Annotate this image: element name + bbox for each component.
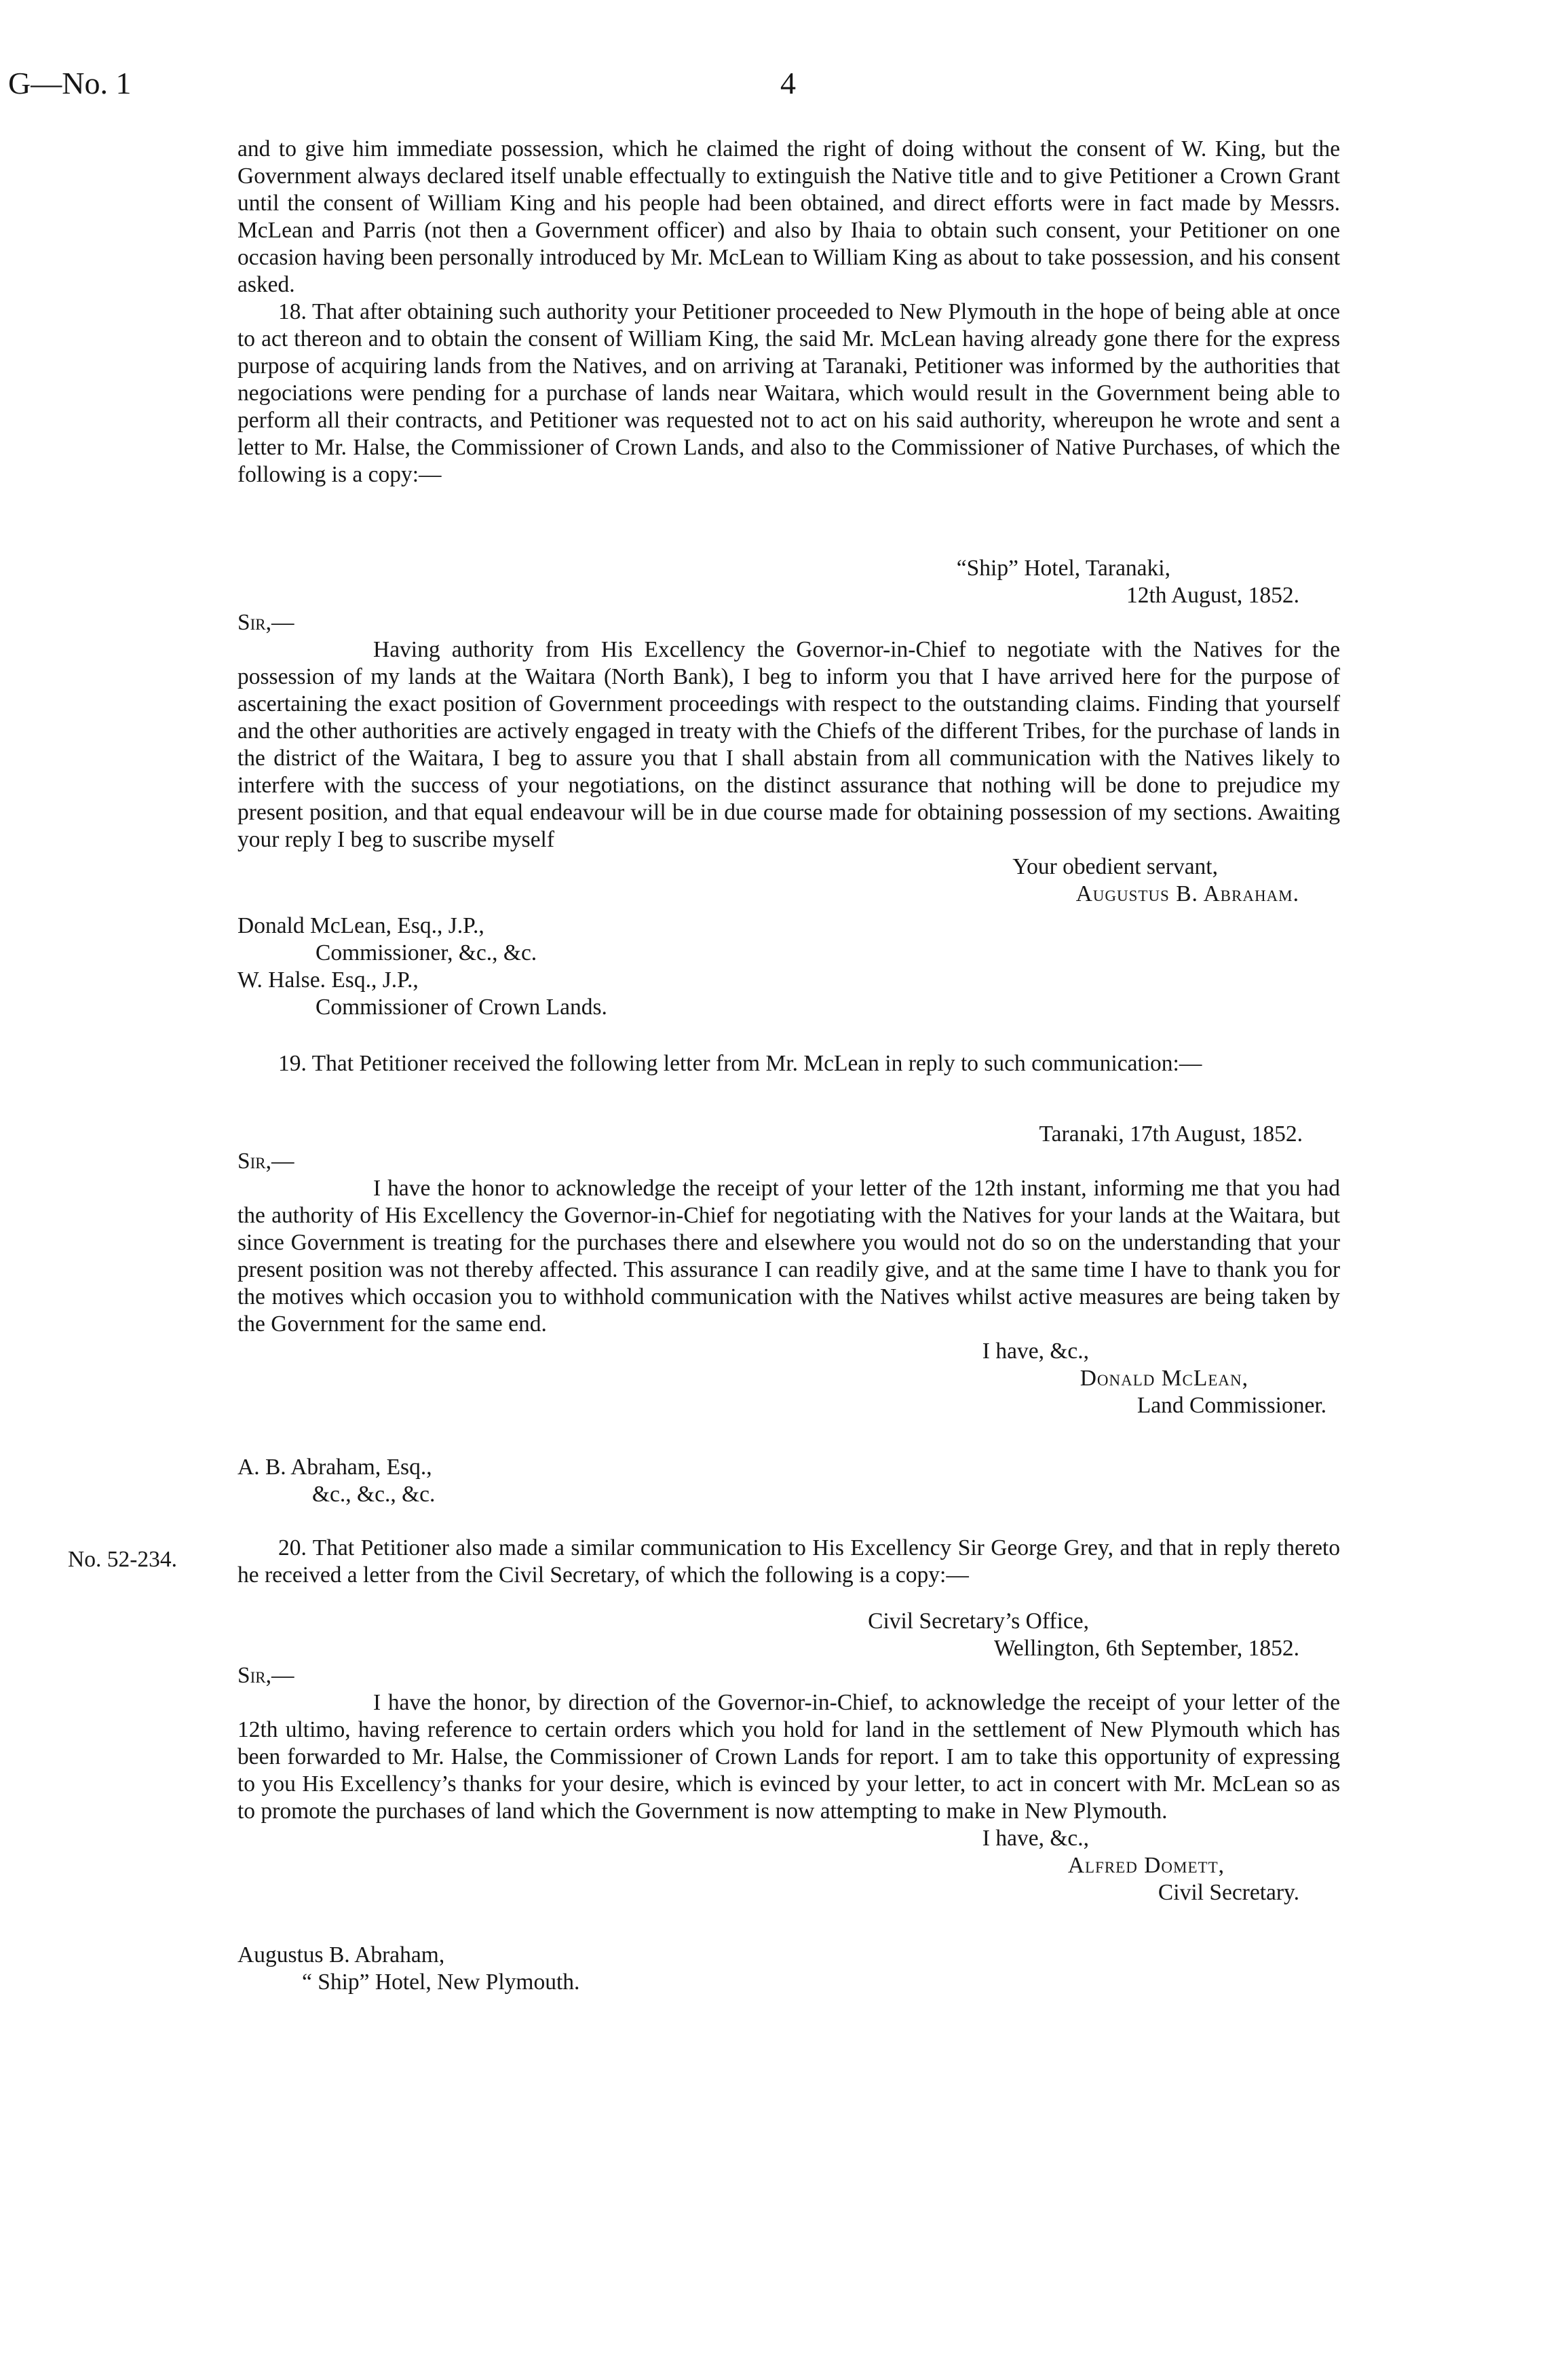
letter-3-signature-title: Civil Secretary. [1158,1880,1299,1905]
margin-note: No. 52-234. [68,1547,177,1572]
letter-2-body: I have the honor to acknowledge the receipt of your letter of the 12th instant, informing me that you had the authority of His Excellency the Governor-in-Chief for negotiating with the Natives for your lands at the Waitara, but since Government is treating for the purchases there and elsewhere you would not do so on the understanding that your present position was not thereby affected. This assurance I can readily give, and at the same time I have to thank you for the motives which occasion you to withhold communication with the Natives whilst active measures are being taken by the Government for the same end. [237,1176,1340,1337]
letter-1-signature: Augustus B. Abraham. [1075,881,1299,906]
paragraph-19: 19. That Petitioner received the following letter from Mr. McLean in reply to such communication:— [278,1051,1202,1076]
addressee-abraham: A. B. Abraham, Esq., [237,1455,432,1480]
page-number: 4 [780,66,796,100]
document-reference: G—No. 1 [8,66,132,100]
addressee-abraham-2-address: “ Ship” Hotel, New Plymouth. [302,1970,580,1995]
letter-2-signature-title: Land Commissioner. [1137,1393,1326,1418]
paragraph-block-19 [237,1050,1340,1077]
letter-1-date: 12th August, 1852. [1126,583,1299,608]
letter-2 [237,1121,1340,1419]
addressee-halse: W. Halse. Esq., J.P., [237,967,419,993]
letter-1-addressees [237,913,1340,1021]
letter-3 [237,1608,1340,1906]
letter-3-salutation: Sir,— [237,1663,294,1688]
addressee-mclean: Donald McLean, Esq., J.P., [237,913,484,938]
letter-3-body: I have the honor, by direction of the Governor-in-Chief, to acknowledge the receipt of your letter of the 12th ultimo, having reference to certain orders which you hold for land in the settlement of New Plymouth which has been forwarded to Mr. Halse, the Commissioner of Crown Lands for report. I am to take this opportunity of expressing to you His Excellency’s thanks for your desire, which is evinced by your letter, to act in concert with Mr. McLean so as to promote the purchases of land which the Government is now attempting to make in New Plymouth. [237,1690,1340,1824]
letter-1-body: Having authority from His Excellency the Governor-in-Chief to negotiate with the Natives for the possession of my lands at the Waitara (North Bank), I beg to inform you that I have arrived here for the purpose of ascertaining the exact position of Government proceedings with respect to the outstanding claims. Finding that yourself and the other authorities are actively engaged in treaty with the Chiefs of the different Tribes, for the purchase of lands in the district of the Waitara, I beg to assure you that I shall abstain from all communication with the Natives likely to interfere with the success of your negotiations, on the distinct assurance that nothing will be done to prejudice my present position, and that equal endeavour will be in due course made for obtaining possession of my sections. Awaiting your reply I beg to suscribe myself [237,637,1340,852]
letter-3-date: Wellington, 6th September, 1852. [993,1636,1299,1661]
addressee-abraham-title: &c., &c., &c. [312,1482,436,1507]
letter-1 [237,555,1340,908]
paragraph-block-20 [237,1535,1340,1589]
paragraph-17-continued: and to give him immediate possession, which he claimed the right of doing without the consent of W. King, but the Government always declared itself unable effectually to extinguish the Native title and to give Petitioner a Crown Grant until the consent of William King and his people had been obtained, and direct efforts were in fact made by Messrs. McLean and Parris (not then a Government officer) and also by Ihaia to obtain such consent, your Petitioner on one occasion having been personally introduced by Mr. McLean to William King as about to take possession, and his consent asked. [237,136,1340,297]
paragraph-20: 20. That Petitioner also made a similar communication to His Excellency Sir George Grey, and that in reply thereto he received a letter from the Civil Secretary, of which the following is a copy:— [237,1535,1340,1588]
letter-3-signature: Alfred Domett, [1067,1853,1225,1878]
paragraph-18: 18. That after obtaining such authority your Petitioner proceeded to New Plymouth in the hope of being able at once to act thereon and to obtain the consent of William King, the said Mr. McLean having already gone there for the express purpose of acquiring lands from the Natives, and on arriving at Taranaki, Petitioner was informed by the authorities that negociations were pending for a purchase of lands near Waitara, which would result in the Government being able to perform all their contracts, and Petitioner was requested not to act on his said authority, whereupon he wrote and sent a letter to Mr. Halse, the Commissioner of Crown Lands, and also to the Commissioner of Native Purchases, of which the following is a copy:— [237,299,1340,487]
letter-2-salutation: Sir,— [237,1149,294,1174]
letter-3-closing: I have, &c., [982,1826,1089,1851]
letter-3-addressee [237,1942,1340,1996]
addressee-mclean-title: Commissioner, &c., &c. [316,940,537,965]
addressee-halse-title: Commissioner of Crown Lands. [316,995,607,1020]
letter-2-signature: Donald McLean, [1080,1366,1248,1391]
paragraph-block-1 [237,136,1340,488]
letter-1-salutation: Sir,— [237,610,294,635]
letter-2-closing: I have, &c., [982,1339,1089,1364]
letter-2-addressee [237,1454,1340,1508]
letter-2-address: Taranaki, 17th August, 1852. [1039,1121,1303,1147]
letter-3-address: Civil Secretary’s Office, [868,1609,1089,1634]
letter-1-address: “Ship” Hotel, Taranaki, [956,556,1170,581]
letter-1-closing: Your obedient servant, [1012,854,1218,879]
addressee-abraham-2: Augustus B. Abraham, [237,1942,445,1968]
